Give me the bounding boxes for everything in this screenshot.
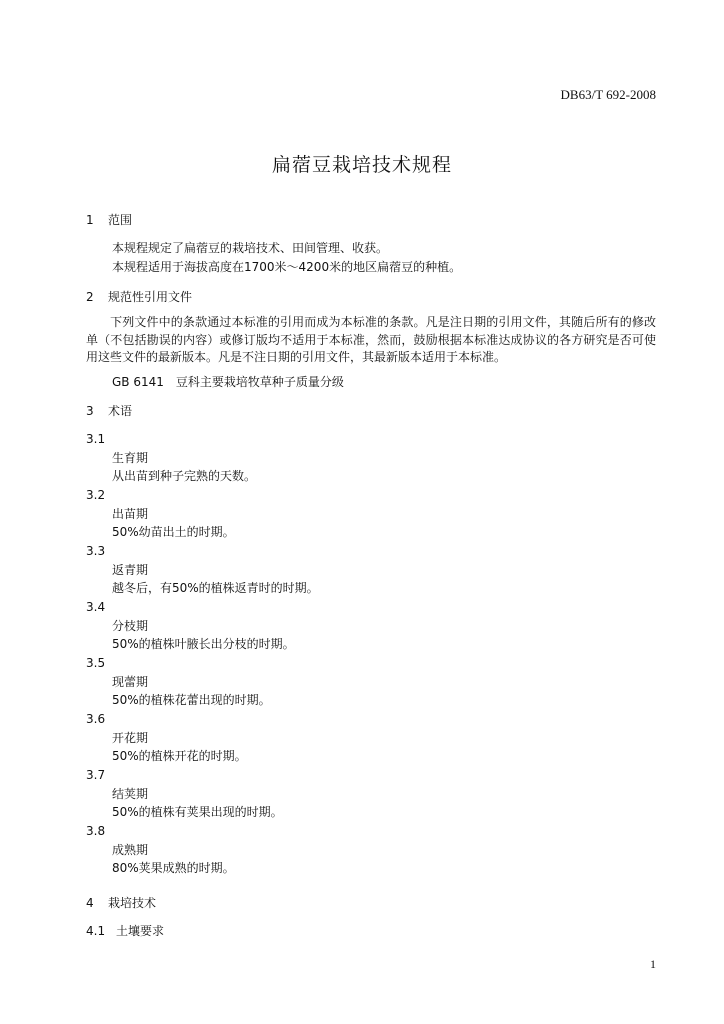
subsection-number: 4.1	[86, 924, 106, 938]
section-1-heading	[86, 211, 132, 228]
section-title: 栽培技术	[108, 896, 157, 910]
term-definition: 50%的植株叶腋长出分枝的时期。	[112, 637, 295, 651]
reference-gb6141: GB 6141 豆科主要栽培牧草种子质量分级	[112, 375, 344, 389]
paragraph-text: 下列文件中的条款通过本标准的引用而成为本标准的条款。凡是注日期的引用文件，其随后所有的修改单（不包括勘误的内容）或修订版均不适用于本标准，然而，鼓励根据本标准达成协议的各方研究是否可使用这些文件的最新版本。凡是不注日期的引用文件，其最新版本适用于本标准。	[86, 315, 656, 364]
scope-line-1: 本规程规定了扁蓿豆的栽培技术、田间管理、收获。	[112, 241, 389, 255]
term-name: 分枝期	[112, 619, 149, 633]
term-name: 成熟期	[112, 843, 149, 857]
section-number: 2	[86, 290, 94, 304]
term-definition: 越冬后，有50%的植株返青时的时期。	[112, 581, 319, 595]
term-number: 3.4	[86, 600, 106, 614]
term-name: 现蕾期	[112, 675, 149, 689]
term-definition: 80%荚果成熟的时期。	[112, 861, 235, 875]
term-definition: 50%幼苗出土的时期。	[112, 525, 235, 539]
term-name: 开花期	[112, 731, 149, 745]
term-definition: 50%的植株有荚果出现的时期。	[112, 805, 283, 819]
section-title: 范围	[108, 213, 133, 227]
scope-line-2: 本规程适用于海拔高度在1700米～4200米的地区扁蓿豆的种植。	[112, 260, 462, 274]
term-name: 结荚期	[112, 787, 149, 801]
term-number: 3.1	[86, 432, 106, 446]
term-number: 3.7	[86, 768, 106, 782]
term-definition: 从出苗到种子完熟的天数。	[112, 469, 257, 483]
subsection-title: 土壤要求	[116, 924, 165, 938]
section-number: 1	[86, 213, 94, 227]
term-name: 出苗期	[112, 507, 149, 521]
term-number: 3.3	[86, 544, 106, 558]
section-title: 术语	[108, 404, 133, 418]
term-number: 3.5	[86, 656, 106, 670]
term-name: 返青期	[112, 563, 149, 577]
term-definition: 50%的植株花蕾出现的时期。	[112, 693, 271, 707]
term-name: 生育期	[112, 451, 149, 465]
term-number: 3.8	[86, 824, 106, 838]
section-3-heading	[86, 402, 132, 419]
normative-references-paragraph	[86, 314, 656, 367]
subsection-4-1-heading	[86, 922, 164, 939]
term-number: 3.6	[86, 712, 106, 726]
section-2-heading	[86, 288, 192, 305]
document-title: 扁蓿豆栽培技术规程	[271, 154, 452, 176]
section-number: 3	[86, 404, 94, 418]
term-definition: 50%的植株开花的时期。	[112, 749, 247, 763]
page-number: 1	[650, 957, 656, 971]
term-number: 3.2	[86, 488, 106, 502]
section-title: 规范性引用文件	[108, 290, 193, 304]
document-number: DB63/T 692-2008	[560, 87, 656, 102]
section-4-heading	[86, 894, 156, 911]
section-number: 4	[86, 896, 94, 910]
